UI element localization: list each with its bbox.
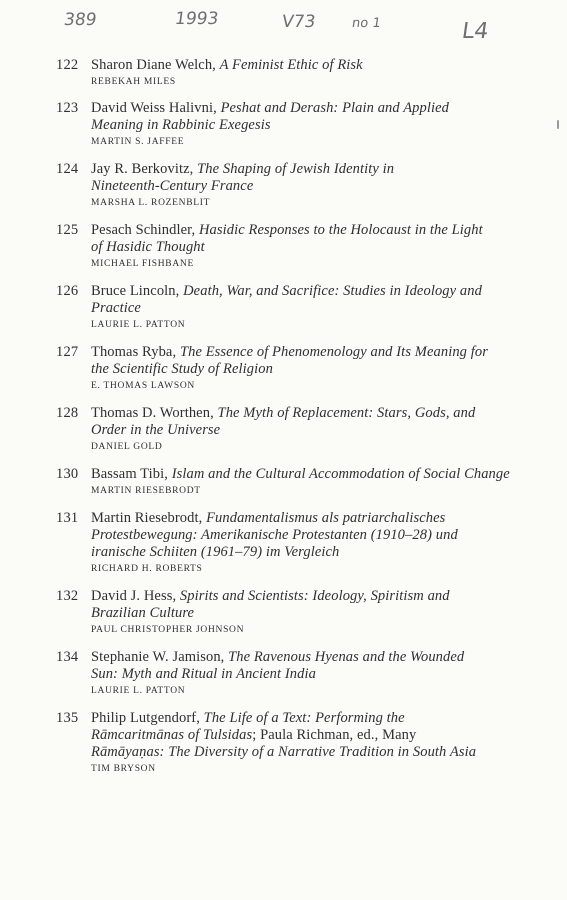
- citation-line: [91, 405, 526, 422]
- book-title: Order in the Universe: [91, 422, 221, 438]
- review-entry: [56, 405, 526, 454]
- book-author: Thomas D. Worthen,: [91, 405, 214, 421]
- review-entry: [56, 710, 526, 776]
- entry-number: 131: [56, 510, 79, 526]
- entry-number: 126: [56, 283, 79, 299]
- citation-line: [91, 727, 526, 744]
- book-title: The Essence of Phenomenology and Its Meaning for: [179, 344, 488, 360]
- citation-tail: ; Paula Richman, ed., Many: [252, 727, 417, 743]
- book-title: Death, War, and Sacrifice: Studies in Ideology and: [183, 283, 482, 299]
- reviewer-name: MARTIN S. JAFFEE: [91, 137, 185, 147]
- entry-number: 123: [56, 100, 79, 116]
- reviewer-name: MARSHA L. ROZENBLIT: [91, 198, 211, 208]
- book-title: The Myth of Replacement: Stars, Gods, and: [217, 405, 476, 421]
- handwritten-note: 389: [62, 10, 98, 30]
- book-title: A Feminist Ethic of Risk: [219, 57, 363, 73]
- book-title: The Ravenous Hyenas and the Wounded: [228, 649, 465, 665]
- citation-line: [91, 361, 526, 378]
- book-author: Bruce Lincoln,: [91, 283, 180, 299]
- book-author: Philip Lutgendorf,: [91, 710, 200, 726]
- reviewer-name: MICHAEL FISHBANE: [91, 259, 194, 269]
- book-author: David J. Hess,: [91, 588, 177, 604]
- review-entry: [56, 344, 526, 393]
- review-entry: [56, 588, 526, 637]
- book-title: The Life of a Text: Performing the: [203, 710, 405, 726]
- citation-line: [91, 300, 526, 317]
- handwritten-note: V73: [280, 12, 317, 32]
- citation-line: [91, 222, 526, 239]
- citation-line: [91, 649, 526, 666]
- book-author: David Weiss Halivni,: [91, 100, 217, 116]
- review-entry: [56, 161, 526, 210]
- book-title: Islam and the Cultural Accommodation of Social Change: [171, 466, 510, 482]
- citation-line: [91, 161, 526, 178]
- reviewer-name: PAUL CHRISTOPHER JOHNSON: [91, 625, 245, 635]
- reviewer-name: RICHARD H. ROBERTS: [91, 564, 203, 574]
- reviewer-name: LAURIE L. PATTON: [91, 320, 186, 330]
- review-entry: [56, 510, 526, 576]
- reviewer-name: LAURIE L. PATTON: [91, 686, 186, 696]
- book-author: Pesach Schindler,: [91, 222, 196, 238]
- entry-number: 122: [56, 57, 79, 73]
- citation-line: [91, 178, 526, 195]
- book-title: Brazilian Culture: [91, 605, 195, 621]
- entry-number: 132: [56, 588, 79, 604]
- book-title: the Scientific Study of Religion: [91, 361, 273, 377]
- book-author: Stephanie W. Jamison,: [91, 649, 225, 665]
- entry-number: 128: [56, 405, 79, 421]
- citation-line: [91, 527, 526, 544]
- review-entry: [56, 57, 526, 89]
- reviewer-name: REBEKAH MILES: [91, 77, 176, 87]
- book-title: iranische Schiiten (1961–79) im Vergleich: [91, 544, 340, 560]
- page-speck: [557, 120, 559, 129]
- review-entry: [56, 466, 526, 498]
- citation-line: [91, 100, 526, 117]
- book-title: Nineteenth-Century France: [91, 178, 254, 194]
- book-title: Hasidic Responses to the Holocaust in the Light: [198, 222, 483, 238]
- review-entry: [56, 100, 526, 149]
- review-entry: [56, 222, 526, 271]
- entry-number: 124: [56, 161, 79, 177]
- citation-line: [91, 422, 526, 439]
- book-title: Protestbewegung: Amerikanische Protestanten (1910–28) und: [91, 527, 458, 543]
- entry-number: 135: [56, 710, 79, 726]
- reviewer-name: DANIEL GOLD: [91, 442, 163, 452]
- book-title: Fundamentalismus als patriarchalisches: [206, 510, 446, 526]
- entry-number: 134: [56, 649, 79, 665]
- citation-line: [91, 57, 526, 74]
- citation-line: [91, 466, 526, 483]
- book-title: Meaning in Rabbinic Exegesis: [91, 117, 271, 133]
- reviewer-name: TIM BRYSON: [91, 764, 156, 774]
- handwritten-note: L4: [460, 19, 491, 44]
- citation-line: [91, 510, 526, 527]
- citation-line: [91, 710, 526, 727]
- citation-line: [91, 239, 526, 256]
- citation-line: [91, 666, 526, 683]
- citation-line: [91, 744, 526, 761]
- citation-line: [91, 544, 526, 561]
- citation-line: [91, 117, 526, 134]
- book-title: of Hasidic Thought: [91, 239, 205, 255]
- handwritten-note: 1993: [173, 9, 220, 29]
- book-title: Practice: [91, 300, 141, 316]
- book-author: Thomas Ryba,: [91, 344, 177, 360]
- entry-number: 130: [56, 466, 79, 482]
- entry-number: 125: [56, 222, 79, 238]
- handwritten-note: no 1: [350, 16, 382, 31]
- citation-line: [91, 605, 526, 622]
- book-author: Jay R. Berkovitz,: [91, 161, 194, 177]
- book-author: Sharon Diane Welch,: [91, 57, 216, 73]
- book-author: Bassam Tibi,: [91, 466, 168, 482]
- review-entry: [56, 283, 526, 332]
- entry-number: 127: [56, 344, 79, 360]
- book-title: Peshat and Derash: Plain and Applied: [220, 100, 450, 116]
- book-title: Sun: Myth and Ritual in Ancient India: [91, 666, 316, 682]
- review-entry: [56, 649, 526, 698]
- reviewer-name: MARTIN RIESEBRODT: [91, 486, 201, 496]
- book-author: Martin Riesebrodt,: [91, 510, 203, 526]
- review-list: [56, 57, 526, 776]
- book-title: Rāmcaritmānas of Tulsidas: [91, 727, 253, 743]
- book-title: Spirits and Scientists: Ideology, Spiritism and: [179, 588, 450, 604]
- book-title: The Shaping of Jewish Identity in: [197, 161, 395, 177]
- citation-line: [91, 283, 526, 300]
- book-title: Rāmāyaṇas: The Diversity of a Narrative Tradition in South Asia: [91, 744, 477, 760]
- reviewer-name: E. THOMAS LAWSON: [91, 381, 195, 391]
- citation-line: [91, 344, 526, 361]
- citation-line: [91, 588, 526, 605]
